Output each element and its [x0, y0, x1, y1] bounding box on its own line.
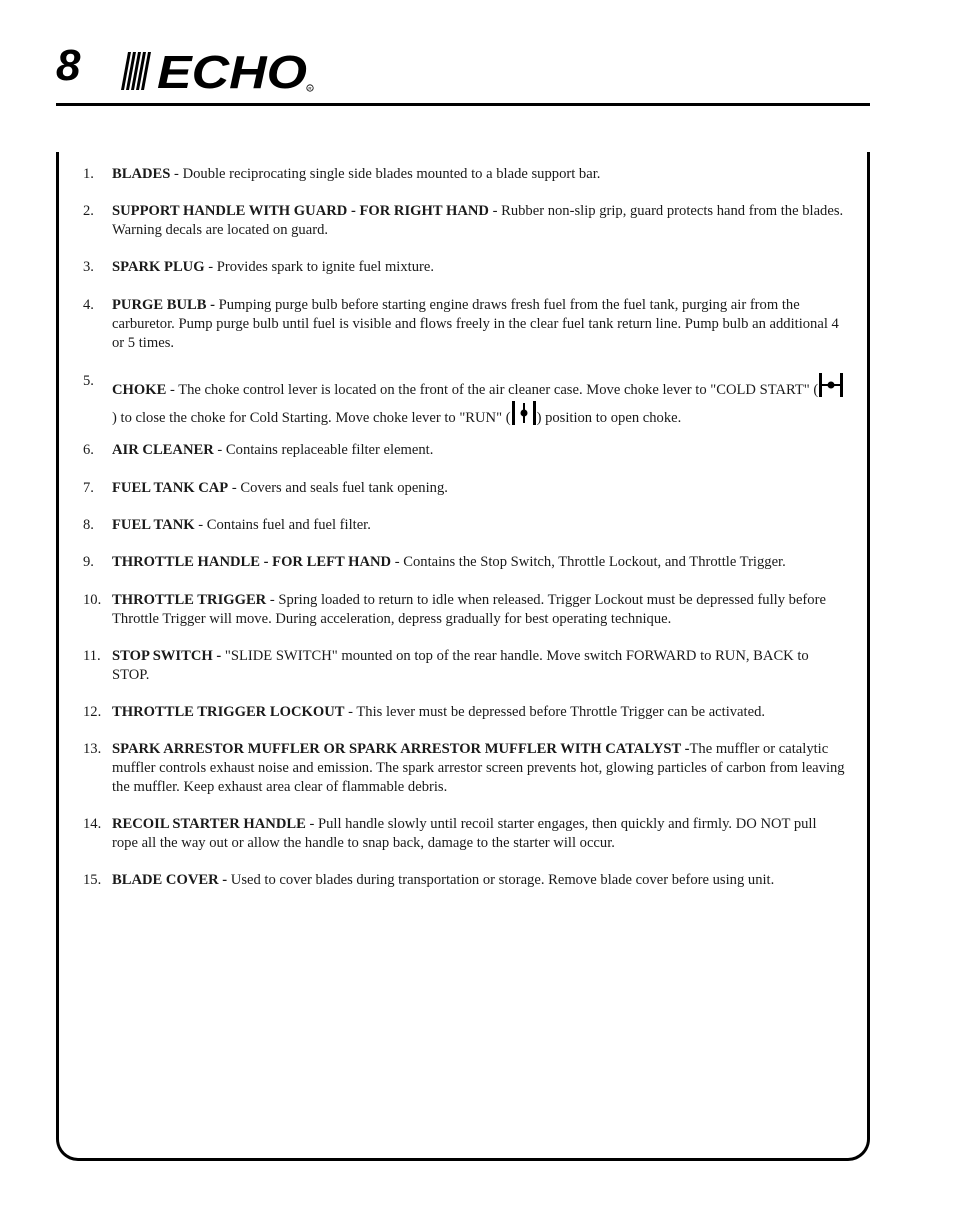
- header-rule: [56, 103, 870, 106]
- item-term: FUEL TANK CAP: [112, 480, 229, 496]
- item-text: Used to cover blades during transportation or storage. Remove blade cover before using unit.: [227, 872, 775, 888]
- item-term: FUEL TANK: [112, 517, 195, 533]
- item-text: - This lever must be depressed before Throttle Trigger can be activated.: [344, 704, 766, 720]
- item-text: - Spring loaded to return to idle when released. Trigger Lockout must be depressed fully before Throttle Trigger will move. During acceleration, depress gradually for best operating technique.: [112, 592, 826, 627]
- item-term: BLADES: [112, 166, 171, 182]
- list-item: [83, 591, 845, 629]
- item-number: 4.: [83, 297, 94, 313]
- item-text: - The choke control lever is located on the front of the air cleaner case. Move choke lever to "COLD START" (: [166, 382, 819, 398]
- list-item: [83, 258, 845, 277]
- item-term: RECOIL STARTER HANDLE: [112, 816, 306, 832]
- choke-closed-icon: [818, 372, 844, 398]
- item-text: "SLIDE SWITCH" mounted on top of the rear handle. Move switch FORWARD to RUN, BACK to STOP.: [112, 648, 809, 683]
- item-text: ) to close the choke for Cold Starting. Move choke lever to "RUN" (: [112, 410, 511, 426]
- item-term: THROTTLE TRIGGER LOCKOUT: [112, 704, 345, 720]
- item-term: SPARK ARRESTOR MUFFLER OR SPARK ARRESTOR MUFFLER WITH CATALYST -: [112, 741, 690, 757]
- item-text: ) position to open choke.: [536, 410, 682, 426]
- item-number: 13.: [83, 741, 102, 757]
- parts-description-list: [83, 165, 845, 890]
- item-number: 12.: [83, 704, 102, 720]
- item-term: AIR CLEANER: [112, 442, 214, 458]
- list-item: [83, 871, 845, 890]
- item-number: 15.: [83, 872, 102, 888]
- item-term: PURGE BULB -: [112, 297, 215, 313]
- item-term: SUPPORT HANDLE WITH GUARD - FOR RIGHT HAND: [112, 203, 489, 219]
- list-item: [83, 703, 845, 722]
- svg-text:ECHO: ECHO: [157, 48, 308, 94]
- item-number: 6.: [83, 442, 94, 458]
- choke-open-icon: [511, 400, 537, 426]
- item-number: 11.: [83, 648, 101, 664]
- item-term: BLADE COVER -: [112, 872, 228, 888]
- item-text: - Contains fuel and fuel filter.: [194, 517, 371, 533]
- list-item: [83, 372, 845, 428]
- item-term: THROTTLE HANDLE - FOR LEFT HAND: [112, 554, 392, 570]
- item-text: - Contains replaceable filter element.: [213, 442, 434, 458]
- item-number: 2.: [83, 203, 94, 219]
- item-number: 7.: [83, 480, 94, 496]
- item-text: - Provides spark to ignite fuel mixture.: [204, 259, 434, 275]
- list-item: [83, 647, 845, 685]
- list-item: [83, 479, 845, 498]
- list-item: [83, 516, 845, 535]
- item-text: Pumping purge bulb before starting engine draws fresh fuel from the fuel tank, purging air from the carburetor. Pump purge bulb until fuel is visible and flows freely in the clear fuel tank return line. Pump bulb an additional 4 or 5 times.: [112, 297, 839, 351]
- item-number: 14.: [83, 816, 102, 832]
- item-term: CHOKE: [112, 382, 167, 398]
- item-text: The muffler or catalytic muffler controls exhaust noise and emission. The spark arrestor screen prevents hot, glowing particles of carbon from leaving the muffler. Keep exhaust area clear of flammable debris.: [112, 741, 845, 795]
- item-term: STOP SWITCH -: [112, 648, 222, 664]
- item-number: 5.: [83, 373, 94, 389]
- item-text: - Double reciprocating single side blades mounted to a blade support bar.: [170, 166, 601, 182]
- echo-logo: [118, 48, 318, 94]
- item-number: 8.: [83, 517, 94, 533]
- list-item: [83, 296, 845, 353]
- item-term: THROTTLE TRIGGER: [112, 592, 267, 608]
- list-item: [83, 202, 845, 240]
- item-number: 1.: [83, 166, 94, 182]
- list-item: [83, 441, 845, 460]
- item-text: - Covers and seals fuel tank opening.: [228, 480, 448, 496]
- list-item: [83, 740, 845, 797]
- list-item: [83, 815, 845, 853]
- item-term: SPARK PLUG: [112, 259, 205, 275]
- item-number: 9.: [83, 554, 94, 570]
- item-number: 10.: [83, 592, 102, 608]
- item-number: 3.: [83, 259, 94, 275]
- list-item: [83, 553, 845, 572]
- page-number: 8: [56, 41, 81, 90]
- list-item: [83, 165, 845, 184]
- item-text: - Rubber non-slip grip, guard protects hand from the blades. Warning decals are located on guard.: [112, 203, 844, 238]
- item-text: - Pull handle slowly until recoil starter engages, then quickly and firmly. DO NOT pull rope all the way out or allow the handle to snap back, damage to the starter will occur.: [112, 816, 817, 851]
- svg-text:R: R: [308, 85, 312, 91]
- item-text: - Contains the Stop Switch, Throttle Lockout, and Throttle Trigger.: [391, 554, 786, 570]
